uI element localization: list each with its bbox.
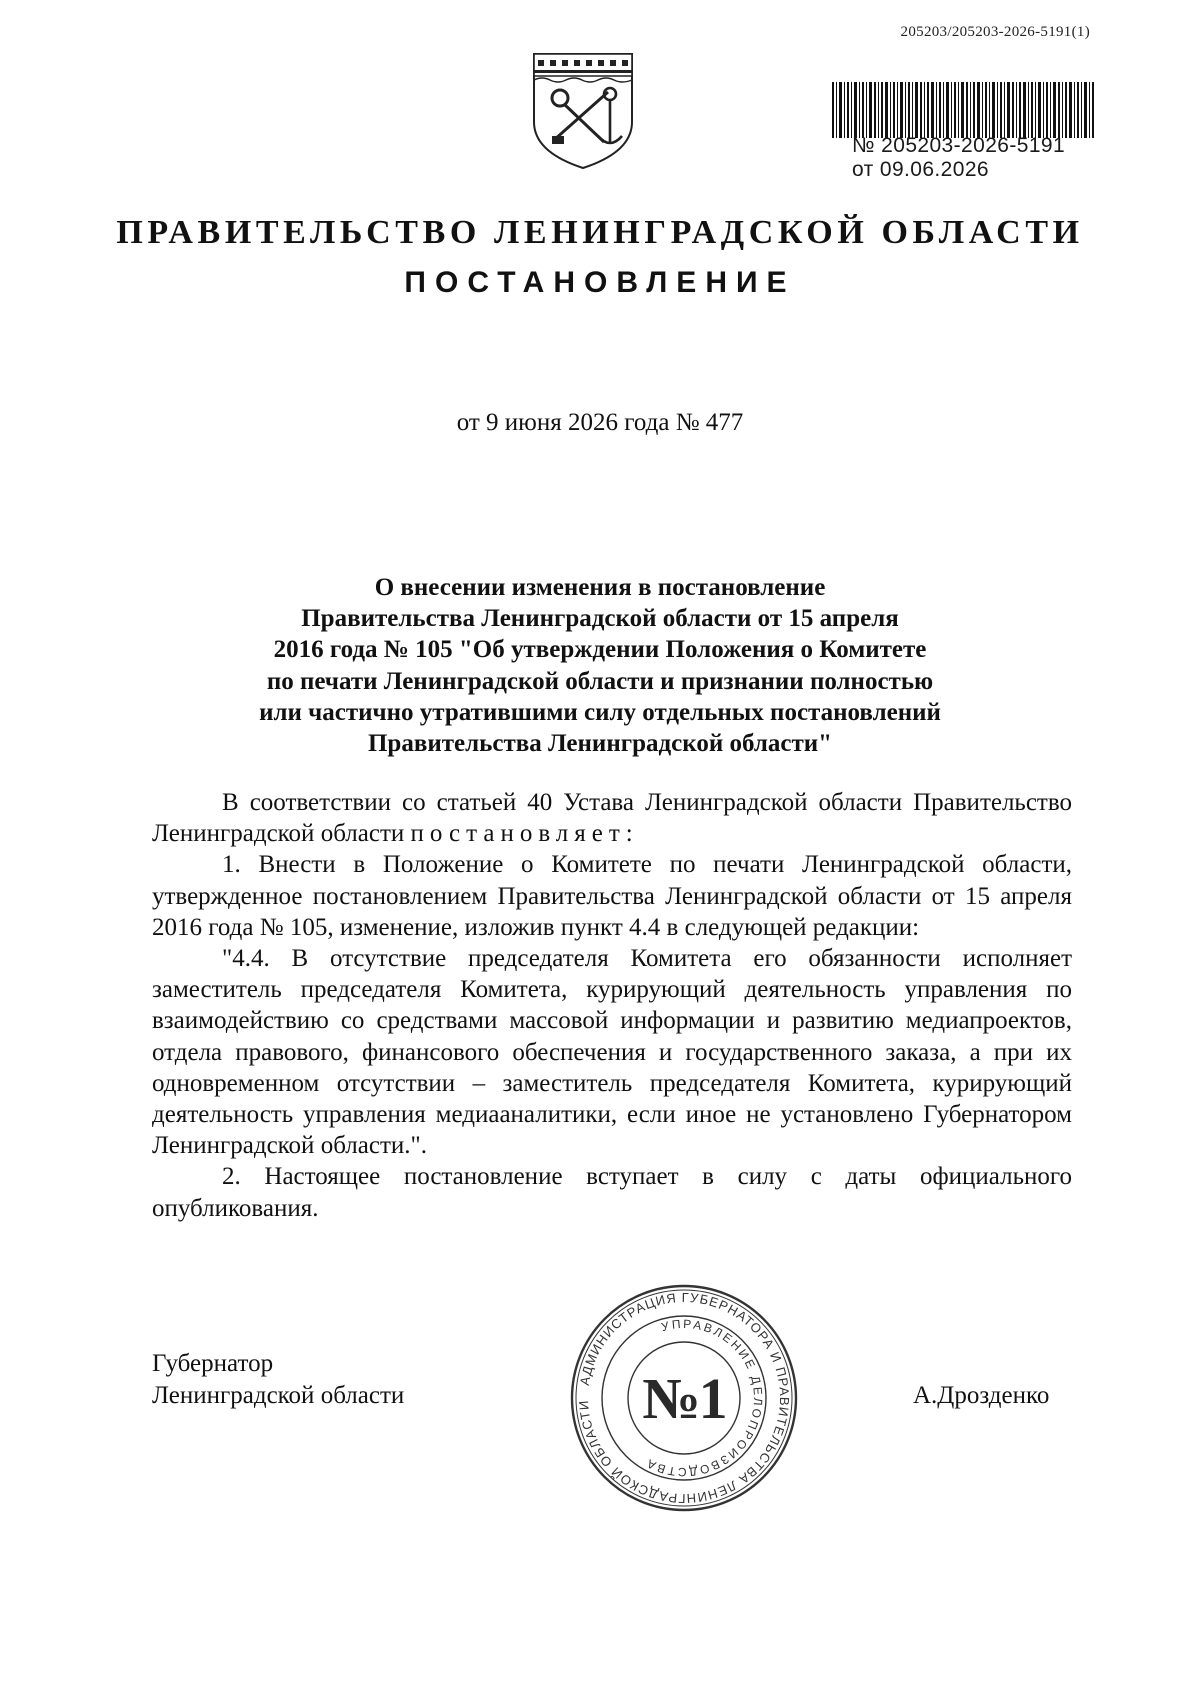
- seal-outer-text: АДМИНИСТРАЦИЯ ГУБЕРНАТОРА И ПРАВИТЕЛЬСТВА ЛЕНИНГРАДСКОЙ ОБЛАСТИ: [575, 1289, 793, 1507]
- item-1-paragraph: 1. Внести в Положение о Комитете по печати Ленинградской области, утвержденное постановлением Правительства Ленинградской области от 15 апреля 2016 года № 105, изменение, изложив пункт 4.4 в следующей редакции:: [152, 851, 1072, 941]
- item-2-paragraph: 2. Настоящее постановление вступает в силу с даты официального опубликования.: [152, 1163, 1072, 1222]
- document-date-number: от 9 июня 2026 года № 477: [456, 409, 744, 436]
- signer-title-line: Губернатор: [152, 1350, 274, 1377]
- subject-line: Правительства Ленинградской области от 15 апреля: [301, 605, 899, 633]
- document-id: 205203/205203-2026-5191(1): [900, 24, 1090, 40]
- barcode: [832, 82, 1094, 138]
- document-type: ПОСТАНОВЛЕНИЕ: [404, 266, 796, 299]
- signer-title: [152, 1348, 404, 1412]
- registration-number: № 205203-2026-5191: [852, 134, 1066, 157]
- subject-line: 2016 года № 105 "Об утверждении Положения о Комитете: [273, 636, 927, 664]
- signer-title-line: Ленинградской области: [152, 1382, 405, 1409]
- subject-line: или частично утратившими силу отдельных постановлений: [259, 698, 941, 726]
- signer-name: А.Дрозденко: [913, 1382, 1050, 1409]
- seal-inner-text: УПРАВЛЕНИЕ ДЕЛОПРОИЗВОДСТВА: [642, 1316, 766, 1480]
- seal-number: №1: [642, 1365, 726, 1431]
- preamble-text: В соответствии со статьей 40 Устава Ленинградской области Правительство Ленинградской области: [152, 789, 1072, 848]
- preamble-paragraph: [152, 787, 1072, 849]
- registration-date: от 09.06.2026: [852, 158, 989, 181]
- document-body: [152, 787, 1072, 1224]
- organization-title: ПРАВИТЕЛЬСТВО ЛЕНИНГРАДСКОЙ ОБЛАСТИ: [116, 214, 1084, 251]
- quoted-paragraph: "4.4. В отсутствие председателя Комитета его обязанности исполняет заместитель председателя Комитета, курирующий деятельность управления по взаимодействию со средствами массовой информации и развитию медиапроектов, отдела правового, финансового обеспечения и государственного заказа, а при их одновременном отсутствии – заместитель председателя Комитета, курирующий деятельность управления медиааналитики, если иное не установлено Губернатором Ленинградской области.".: [152, 945, 1072, 1160]
- document-subject: [160, 572, 1040, 759]
- coat-of-arms-icon: [528, 48, 638, 174]
- resolves-word: постановляет:: [410, 820, 639, 848]
- subject-line: Правительства Ленинградской области": [367, 730, 833, 758]
- registration-block: [852, 134, 1065, 182]
- subject-line: О внесении изменения в постановление: [374, 574, 826, 601]
- subject-line: по печати Ленинградской области и признании полностью: [266, 667, 934, 695]
